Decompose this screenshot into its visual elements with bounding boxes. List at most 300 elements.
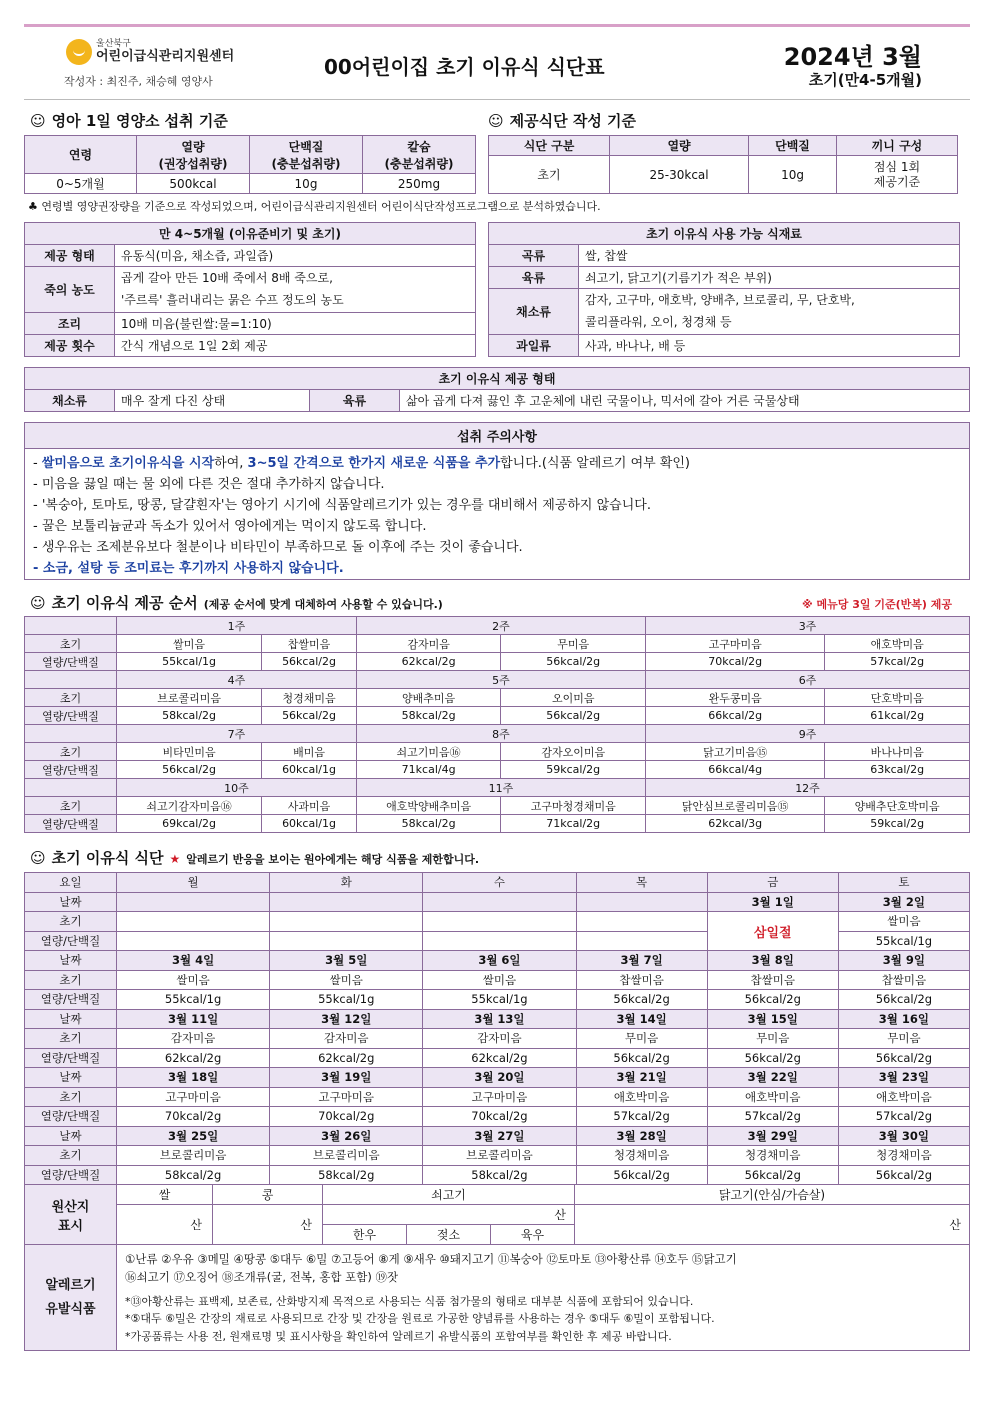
- nutrient-title: 영아 1일 영양소 섭취 기준: [51, 112, 228, 130]
- menu-kcal: 56kcal/2g: [838, 1165, 969, 1185]
- menu-item: 고구마미음: [117, 1087, 270, 1107]
- order-week: 4주: [117, 671, 357, 689]
- order-kcal: 55kcal/1g: [117, 653, 262, 671]
- smiley-icon: ☺: [30, 594, 46, 613]
- page-title: 00어린이집 초기 이유식 식단표: [324, 55, 605, 79]
- menu-date: [270, 892, 423, 912]
- menu-item: 청경채미음: [576, 1146, 707, 1166]
- order-menu: 닭안심브로콜리미음⑮: [646, 797, 825, 815]
- order-notice: ※ 메뉴당 3일 기준(반복) 제공: [802, 598, 952, 612]
- menu-item: 무미음: [707, 1029, 838, 1049]
- menu-item: 찹쌀미음: [707, 970, 838, 990]
- menu-item: 찹쌀미음: [576, 970, 707, 990]
- order-kcal: 63kcal/2g: [825, 761, 970, 779]
- order-week: 12주: [646, 779, 970, 797]
- menu-row-label: 초기: [25, 1087, 117, 1107]
- menu-kcal: 62kcal/2g: [117, 1048, 270, 1068]
- menu-kcal: [270, 931, 423, 951]
- menu-kcal-row: [25, 1107, 970, 1127]
- order-menu-row: [25, 635, 970, 653]
- menu-row-label: 날짜: [25, 1009, 117, 1029]
- top-divider: [24, 24, 970, 27]
- criteria-table: [488, 135, 958, 194]
- order-kcal: 70kcal/2g: [646, 653, 825, 671]
- order-menu: 감자오이미음: [501, 743, 646, 761]
- menu-row-label: 열량/단백질: [25, 1165, 117, 1185]
- menu-kcal: 62kcal/2g: [423, 1048, 576, 1068]
- menu-item: 감자미음: [423, 1029, 576, 1049]
- ingredient-value: 쇠고기, 닭고기(기름기가 적은 부위): [579, 267, 960, 289]
- menu-date: 3월 7일: [576, 951, 707, 971]
- menu-date: 3월 2일: [838, 892, 969, 912]
- order-kcal: 71kcal/2g: [501, 815, 646, 833]
- menu-row-label: 초기: [25, 1146, 117, 1166]
- stage-value: 간식 개념으로 1일 2회 제공: [115, 335, 476, 357]
- menu-date: 3월 30일: [838, 1126, 969, 1146]
- menu-date: 3월 14일: [576, 1009, 707, 1029]
- form-label: 채소류: [25, 390, 115, 412]
- menu-item: 고구마미음: [270, 1087, 423, 1107]
- holiday-label: 삼일절: [707, 912, 838, 951]
- menu-date: 3월 4일: [117, 951, 270, 971]
- ingredient-label: 과일류: [489, 335, 579, 357]
- menu-item: 찹쌀미음: [838, 970, 969, 990]
- menu-kcal: 55kcal/1g: [117, 990, 270, 1010]
- order-corner: [25, 617, 117, 635]
- menu-kcal: [576, 931, 707, 951]
- origin-chicken: 닭고기(안심/가슴살): [575, 1185, 970, 1205]
- origin-beef-value: 산: [323, 1205, 575, 1225]
- order-week-row: [25, 671, 970, 689]
- allergy-list: ①난류 ②우유 ③메밀 ④땅콩 ⑤대두 ⑥밀 ⑦고등어 ⑧게 ⑨새우 ⑩돼지고기 ⑪복숭아 ⑫토마토 ⑬아황산류 ⑭호두 ⑮닭고기: [125, 1251, 737, 1266]
- order-week: 3주: [646, 617, 970, 635]
- caution-item: - 생우유는 조제분유보다 철분이나 비타민이 부족하므로 돌 이후에 주는 것이 좋습니다.: [33, 540, 523, 556]
- stage-value: 10배 미음(불린쌀:물=1:10): [115, 313, 476, 335]
- menu-day: 금: [707, 873, 838, 893]
- menu-day: 월: [117, 873, 270, 893]
- menu-date: 3월 22일: [707, 1068, 838, 1088]
- menu-table: [24, 872, 970, 1185]
- order-menu: 쇠고기감자미음⑯: [117, 797, 262, 815]
- menu-row-label: 날짜: [25, 1068, 117, 1088]
- stage-label: 죽의 농도: [25, 267, 115, 313]
- criteria-title: 제공식단 작성 기준: [509, 112, 637, 130]
- order-menu: 찹쌀미음: [262, 635, 357, 653]
- order-kcal: 66kcal/2g: [646, 707, 825, 725]
- order-kcal: 59kcal/2g: [501, 761, 646, 779]
- caution-item: - '복숭아, 토마토, 땅콩, 달걀흰자'는 영아기 시기에 식품알레르기가 있는 경우를 대비해서 제공하지 않습니다.: [33, 498, 651, 514]
- menu-row-label: 요일: [25, 873, 117, 893]
- allergy-list: ⑯쇠고기 ⑰오징어 ⑱조개류(굴, 전복, 홍합 포함) ⑲잣: [125, 1270, 399, 1285]
- menu-item: 쌀미음: [270, 970, 423, 990]
- order-table: [24, 616, 970, 833]
- nutrient-table: [24, 135, 476, 194]
- menu-allergy-note: 알레르기 반응을 보이는 원아에게는 해당 식품을 제한합니다.: [186, 853, 480, 867]
- order-kcal: 62kcal/2g: [356, 653, 501, 671]
- menu-kcal: 56kcal/2g: [576, 990, 707, 1010]
- caution-item: - 쌀미음으로 초기이유식을 시작하여, 3~5일 간격으로 한가지 새로운 식품을 추가합니다.(식품 알레르기 여부 확인): [33, 456, 691, 472]
- menu-kcal-row: [25, 1165, 970, 1185]
- logo-region: 울산북구: [96, 38, 131, 49]
- menu-row-label: 열량/단백질: [25, 990, 117, 1010]
- criteria-header: 식단 구분: [489, 136, 610, 156]
- allergy-table: [24, 1244, 970, 1351]
- order-menu: 감자미음: [356, 635, 501, 653]
- ingredient-value: 감자, 고구마, 애호박, 양배추, 브로콜리, 무, 단호박, 콜리플라워, 오이, 청경채 등: [579, 289, 960, 335]
- form-title: 초기 이유식 제공 형태: [25, 368, 970, 390]
- ingredients-table: [488, 222, 960, 357]
- nutrient-cell: 500kcal: [137, 174, 250, 194]
- order-menu: 고구마미음: [646, 635, 825, 653]
- logo: [66, 39, 234, 65]
- menu-date: 3월 21일: [576, 1068, 707, 1088]
- menu-item: 애호박미음: [576, 1087, 707, 1107]
- menu-kcal: 55kcal/1g: [423, 990, 576, 1010]
- order-title: 초기 이유식 제공 순서: [51, 594, 198, 613]
- menu-item: [270, 912, 423, 932]
- nutrient-cell: 250mg: [363, 174, 476, 194]
- menu-kcal: 56kcal/2g: [576, 1165, 707, 1185]
- menu-item: 감자미음: [117, 1029, 270, 1049]
- form-value: 삶아 곱게 다져 끓인 후 고운체에 내린 국물이나, 믹서에 갈아 거른 국물상태: [400, 390, 970, 412]
- menu-date-row: [25, 1126, 970, 1146]
- menu-row-label: 날짜: [25, 892, 117, 912]
- criteria-cell: 25-30kcal: [610, 156, 749, 194]
- menu-date: 3월 27일: [423, 1126, 576, 1146]
- menu-item-row: [25, 1146, 970, 1166]
- order-kcal: 58kcal/2g: [356, 815, 501, 833]
- order-kcal: 71kcal/4g: [356, 761, 501, 779]
- order-week: 11주: [356, 779, 645, 797]
- order-menu: 브로콜리미음: [117, 689, 262, 707]
- menu-kcal: 56kcal/2g: [707, 1048, 838, 1068]
- order-kcal: 59kcal/2g: [825, 815, 970, 833]
- nutrient-cell: 0~5개월: [25, 174, 137, 194]
- order-menu: 비타민미음: [117, 743, 262, 761]
- menu-kcal: 70kcal/2g: [423, 1107, 576, 1127]
- menu-row-label: 날짜: [25, 951, 117, 971]
- beef-type: 육우: [491, 1225, 575, 1245]
- order-kcal-row: [25, 707, 970, 725]
- criteria-header: 열량: [610, 136, 749, 156]
- order-menu-row: [25, 689, 970, 707]
- allergy-note: *⑤대두 ⑥밀은 간장의 재료로 사용되므로 간장 및 간장을 원료로 가공한 양념류를 사용하는 경우 ⑤대두 ⑥밀이 포함됩니다.: [125, 1312, 715, 1326]
- order-corner: [25, 671, 117, 689]
- order-menu: 완두콩미음: [646, 689, 825, 707]
- header: [24, 33, 970, 97]
- ingredient-value: 쌀, 찹쌀: [579, 245, 960, 267]
- menu-date: 3월 25일: [117, 1126, 270, 1146]
- order-kcal: 66kcal/4g: [646, 761, 825, 779]
- order-week-row: [25, 617, 970, 635]
- menu-item: 쌀미음: [423, 970, 576, 990]
- origin-bean: 콩: [213, 1185, 323, 1205]
- order-row-label: 열량/단백질: [25, 707, 117, 725]
- page: [24, 24, 970, 1351]
- order-kcal: 56kcal/2g: [501, 707, 646, 725]
- allergy-label: 알레르기 유발식품: [25, 1245, 117, 1351]
- menu-kcal: 56kcal/2g: [707, 990, 838, 1010]
- menu-date-row: [25, 1009, 970, 1029]
- menu-kcal: 62kcal/2g: [270, 1048, 423, 1068]
- order-corner: [25, 725, 117, 743]
- menu-header: [30, 847, 970, 868]
- menu-date-row: [25, 1068, 970, 1088]
- caution-box: [24, 422, 970, 580]
- criteria-cell: 10g: [749, 156, 837, 194]
- stage-row: [24, 222, 970, 357]
- stage-title: 만 4~5개월 (이유준비기 및 초기): [25, 223, 476, 245]
- menu-kcal: 57kcal/2g: [707, 1107, 838, 1127]
- smiley-icon: ☺: [30, 112, 46, 130]
- order-week-row: [25, 725, 970, 743]
- nutrient-header: 연령: [25, 136, 137, 174]
- menu-day: 수: [423, 873, 576, 893]
- order-menu: 무미음: [501, 635, 646, 653]
- origin-chicken-value: 산: [575, 1205, 970, 1245]
- menu-item: 무미음: [838, 1029, 969, 1049]
- order-row-label: 열량/단백질: [25, 815, 117, 833]
- menu-kcal-row: [25, 990, 970, 1010]
- order-week: 7주: [117, 725, 357, 743]
- order-corner: [25, 779, 117, 797]
- menu-date: 3월 12일: [270, 1009, 423, 1029]
- order-week: 9주: [646, 725, 970, 743]
- order-menu: 애호박미음: [825, 635, 970, 653]
- nutrient-header: 열량 (권장섭취량): [137, 136, 250, 174]
- menu-kcal: 70kcal/2g: [270, 1107, 423, 1127]
- order-kcal: 61kcal/2g: [825, 707, 970, 725]
- menu-date: 3월 26일: [270, 1126, 423, 1146]
- star-icon: ★: [169, 852, 181, 867]
- menu-kcal: 58kcal/2g: [117, 1165, 270, 1185]
- stage-table: [24, 222, 476, 357]
- order-week: 2주: [356, 617, 645, 635]
- menu-date: [576, 892, 707, 912]
- order-kcal: 56kcal/2g: [262, 707, 357, 725]
- menu-row-label: 열량/단백질: [25, 1107, 117, 1127]
- order-menu: 단호박미음: [825, 689, 970, 707]
- stage-value: 유동식(미음, 채소즙, 과일즙): [115, 245, 476, 267]
- menu-date: 3월 5일: [270, 951, 423, 971]
- menu-kcal: 56kcal/2g: [838, 990, 969, 1010]
- form-value: 매우 잘게 다진 상태: [115, 390, 310, 412]
- beef-type: 한우: [323, 1225, 407, 1245]
- menu-kcal: 70kcal/2g: [117, 1107, 270, 1127]
- order-kcal: 56kcal/2g: [262, 653, 357, 671]
- order-kcal: 69kcal/2g: [117, 815, 262, 833]
- nutrient-header: 단백질 (충분섭취량): [250, 136, 363, 174]
- menu-item: 브로콜리미음: [423, 1146, 576, 1166]
- menu-date: 3월 15일: [707, 1009, 838, 1029]
- menu-date: [423, 892, 576, 912]
- menu-date: 3월 23일: [838, 1068, 969, 1088]
- menu-item-row: [25, 1087, 970, 1107]
- order-menu: 쌀미음: [117, 635, 262, 653]
- menu-date: 3월 11일: [117, 1009, 270, 1029]
- menu-title: 초기 이유식 식단: [51, 849, 164, 868]
- logo-name: 어린이급식관리지원센터: [96, 48, 235, 64]
- menu-stage: 초기(만4-5개월): [808, 71, 922, 89]
- menu-item: [117, 912, 270, 932]
- menu-item-row: [25, 970, 970, 990]
- order-menu: 오이미음: [501, 689, 646, 707]
- menu-item: 애호박미음: [838, 1087, 969, 1107]
- order-row-label: 열량/단백질: [25, 653, 117, 671]
- allergy-note: *가공품류는 사용 전, 원재료명 및 표시사항을 확인하여 알레르기 유발식품의 포함여부를 확인한 후 제공 바랍니다.: [125, 1329, 672, 1343]
- criteria-header: 끼니 구성: [836, 136, 957, 156]
- menu-kcal: 57kcal/2g: [576, 1107, 707, 1127]
- menu-date: 3월 28일: [576, 1126, 707, 1146]
- order-menu: 사과미음: [262, 797, 357, 815]
- menu-item: 애호박미음: [707, 1087, 838, 1107]
- origin-label: 원산지 표시: [25, 1185, 117, 1245]
- menu-item-row: [25, 1029, 970, 1049]
- menu-date: 3월 1일: [707, 892, 838, 912]
- stage-label: 조리: [25, 313, 115, 335]
- order-kcal-row: [25, 653, 970, 671]
- menu-row-label: 열량/단백질: [25, 1048, 117, 1068]
- order-subtitle: (제공 순서에 맞게 대체하여 사용할 수 있습니다.): [203, 598, 443, 612]
- menu-date-row: [25, 892, 970, 912]
- menu-date: 3월 13일: [423, 1009, 576, 1029]
- ingredient-label: 육류: [489, 267, 579, 289]
- order-menu: 고구마청경채미음: [501, 797, 646, 815]
- origin-beef: 쇠고기: [323, 1185, 575, 1205]
- menu-day: 목: [576, 873, 707, 893]
- menu-date: 3월 20일: [423, 1068, 576, 1088]
- ingredient-label: 채소류: [489, 289, 579, 335]
- menu-item: 쌀미음: [838, 912, 969, 932]
- beef-type: 젖소: [407, 1225, 491, 1245]
- menu-item: 청경채미음: [707, 1146, 838, 1166]
- menu-date: 3월 18일: [117, 1068, 270, 1088]
- origin-rice: 쌀: [117, 1185, 213, 1205]
- menu-item: [423, 912, 576, 932]
- order-row-label: 초기: [25, 689, 117, 707]
- order-menu: 배미음: [262, 743, 357, 761]
- order-kcal: 57kcal/2g: [825, 653, 970, 671]
- menu-date: 3월 8일: [707, 951, 838, 971]
- order-menu: 양배추단호박미음: [825, 797, 970, 815]
- form-label: 육류: [310, 390, 400, 412]
- menu-date: 3월 16일: [838, 1009, 969, 1029]
- smiley-icon: ☺: [30, 849, 46, 868]
- order-menu: 애호박양배추미음: [356, 797, 501, 815]
- menu-item: 청경채미음: [838, 1146, 969, 1166]
- caution-title: 섭취 주의사항: [25, 423, 969, 449]
- menu-kcal: 57kcal/2g: [838, 1107, 969, 1127]
- menu-item-row: [25, 912, 970, 932]
- menu-item: 브로콜리미음: [117, 1146, 270, 1166]
- menu-row-label: 초기: [25, 970, 117, 990]
- criteria-cell: 초기: [489, 156, 610, 194]
- menu-kcal-row: [25, 1048, 970, 1068]
- standards-row: [24, 110, 970, 194]
- order-kcal-row: [25, 761, 970, 779]
- order-kcal: 60kcal/1g: [262, 815, 357, 833]
- club-icon: ♣: [28, 200, 42, 213]
- menu-kcal: 58kcal/2g: [423, 1165, 576, 1185]
- order-menu: 바나나미음: [825, 743, 970, 761]
- menu-kcal: 55kcal/1g: [838, 931, 969, 951]
- ingredient-value: 사과, 바나나, 배 등: [579, 335, 960, 357]
- menu-date: 3월 6일: [423, 951, 576, 971]
- analysis-note: ♣ 연령별 영양권장량을 기준으로 작성되었으며, 어린이급식관리지원센터 어린이식단작성프로그램으로 분석하였습니다.: [28, 200, 601, 213]
- order-row-label: 초기: [25, 635, 117, 653]
- allergy-note: *⑬아황산류는 표백제, 보존료, 산화방지제 목적으로 사용되는 식품 첨가물의 형태로 대부분 식품에 포함되어 있습니다.: [125, 1294, 694, 1308]
- order-menu: 청경채미음: [262, 689, 357, 707]
- menu-item: 고구마미음: [423, 1087, 576, 1107]
- criteria-header: 단백질: [749, 136, 837, 156]
- menu-row-label: 초기: [25, 1029, 117, 1049]
- origin-table: [24, 1184, 970, 1245]
- order-week: 5주: [356, 671, 645, 689]
- stage-label: 제공 횟수: [25, 335, 115, 357]
- criteria-cell: 점심 1회 제공기준: [836, 156, 957, 194]
- menu-kcal: 56kcal/2g: [707, 1165, 838, 1185]
- menu-kcal: 56kcal/2g: [838, 1048, 969, 1068]
- order-kcal: 58kcal/2g: [117, 707, 262, 725]
- order-week: 10주: [117, 779, 357, 797]
- order-week: 6주: [646, 671, 970, 689]
- menu-date: 2024년 3월: [783, 43, 922, 71]
- order-menu: 쇠고기미음⑯: [356, 743, 501, 761]
- menu-date-row: [25, 951, 970, 971]
- order-kcal: 62kcal/3g: [646, 815, 825, 833]
- menu-row-label: 열량/단백질: [25, 931, 117, 951]
- menu-kcal: [423, 931, 576, 951]
- menu-date: 3월 29일: [707, 1126, 838, 1146]
- origin-rice-value: 산: [117, 1205, 213, 1245]
- menu-kcal: 55kcal/1g: [270, 990, 423, 1010]
- order-menu: 양배추미음: [356, 689, 501, 707]
- menu-row-label: 날짜: [25, 1126, 117, 1146]
- order-week-row: [25, 779, 970, 797]
- order-menu: 닭고기미음⑮: [646, 743, 825, 761]
- menu-kcal: 56kcal/2g: [576, 1048, 707, 1068]
- order-kcal-row: [25, 815, 970, 833]
- menu-item: 감자미음: [270, 1029, 423, 1049]
- menu-item: 쌀미음: [117, 970, 270, 990]
- menu-day-row: [25, 873, 970, 893]
- order-kcal: 56kcal/2g: [501, 653, 646, 671]
- order-kcal: 60kcal/1g: [262, 761, 357, 779]
- stage-value: 곱게 갈아 만든 10배 죽에서 8배 죽으로, '주르륵' 흘러내리는 묽은 수프 정도의 농도: [115, 267, 476, 313]
- nutrient-header: 칼슘 (충분섭취량): [363, 136, 476, 174]
- menu-date: 3월 9일: [838, 951, 969, 971]
- order-menu-row: [25, 743, 970, 761]
- ingredients-title: 초기 이유식 사용 가능 식재료: [489, 223, 960, 245]
- author: 작성자 : 최진주, 채승혜 영양사: [64, 75, 213, 88]
- menu-item: 무미음: [576, 1029, 707, 1049]
- stage-label: 제공 형태: [25, 245, 115, 267]
- caution-item: - 미음을 끓일 때는 물 외에 다른 것은 절대 추가하지 않습니다.: [33, 477, 385, 493]
- menu-kcal: 58kcal/2g: [270, 1165, 423, 1185]
- menu-item: [576, 912, 707, 932]
- order-kcal: 56kcal/2g: [117, 761, 262, 779]
- order-week: 1주: [117, 617, 357, 635]
- order-row-label: 열량/단백질: [25, 761, 117, 779]
- menu-item: 브로콜리미음: [270, 1146, 423, 1166]
- header-divider: [24, 99, 970, 100]
- caution-item: - 꿀은 보툴리늄균과 독소가 있어서 영아에게는 먹이지 않도록 합니다.: [33, 519, 427, 535]
- order-kcal: 58kcal/2g: [356, 707, 501, 725]
- form-table: [24, 367, 970, 412]
- menu-day: 화: [270, 873, 423, 893]
- ingredient-label: 곡류: [489, 245, 579, 267]
- caution-item: - 소금, 설탕 등 조미료는 후기까지 사용하지 않습니다.: [33, 561, 344, 577]
